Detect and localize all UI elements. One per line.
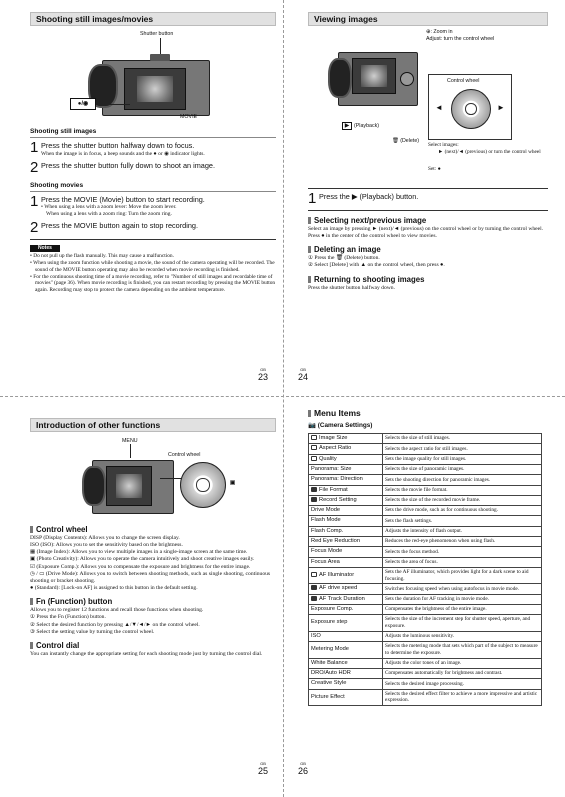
menu-row — [309, 434, 542, 444]
movie-leader-line — [96, 104, 130, 105]
shutter-button — [150, 54, 170, 61]
left-arrow-icon: ◄ — [435, 103, 443, 112]
note-item: • Do not pull up the flash manually. This may cause a malfunction. — [30, 252, 174, 259]
menu-items-heading: Menu Items — [308, 408, 548, 419]
menu-row — [309, 615, 542, 632]
menu-item-description: Sets the duration for AF tracking in movie mode. — [383, 594, 542, 604]
still-step-1-text: Press the shutter button halfway down to focus. — [41, 141, 195, 151]
page-25-title: Introduction of other functions — [30, 418, 276, 432]
menu-item-label: AF drive speed — [319, 585, 358, 592]
return-heading: Returning to shooting images — [308, 275, 548, 285]
menu-item-name — [309, 495, 383, 505]
fn-button-heading: Fn (Function) button — [30, 597, 276, 607]
menu-item-label: Record Setting — [319, 496, 357, 503]
step-number: 2 — [30, 158, 39, 176]
menu-row — [309, 444, 542, 454]
menu-item-description: Reduces the red-eye phenomenon when using flash. — [383, 537, 542, 547]
menu-item-name — [309, 669, 383, 679]
control-dial-body: You can instantly change the appropriate setting for each shooting mode just by turning the control dial. — [30, 650, 263, 657]
menu-label: MENU — [122, 438, 138, 444]
still-step-2-text: Press the shutter button fully down to shoot an image. — [41, 160, 216, 170]
menu-row — [309, 567, 542, 584]
camera-back-view — [338, 48, 418, 106]
note-item: • For the continuous shooting time of a movie recording, refer to "Number of still images and recordable time of movies" (page 36). When movie recording is finished, you can restart recording by pressing the MOVIE button again. Recording may stop to protect the camera depending on the ambient temperature. — [30, 273, 276, 294]
right-arrow-icon: ► — [497, 103, 505, 112]
page-24 — [298, 12, 548, 384]
menu-item-description: Selects the desired image processing. — [383, 679, 542, 689]
wheel-para: ☑ (Exposure Comp.): Allows you to compensate the exposure and brightness for the entire image. — [30, 563, 251, 570]
wheel-para: ISO (ISO): Allows you to set the sensitivity based on the brightness. — [30, 542, 183, 549]
playback-button-icon: ▶ — [342, 122, 352, 130]
menu-item-label: Picture Effect — [311, 693, 345, 700]
movie-icon — [311, 596, 317, 601]
menu-item-name — [309, 475, 383, 485]
gb-mark: GB — [300, 367, 306, 372]
menu-item-name — [309, 434, 383, 444]
menu-item-name — [309, 547, 383, 557]
still-step-2 — [30, 158, 276, 176]
menu-item-label: Metering Mode — [311, 646, 349, 653]
fn-body: Allows you to register 12 functions and recall those functions when shooting. — [30, 607, 204, 614]
vertical-fold-line — [283, 0, 284, 797]
delete-step-1: ① Press the 🗑 (Delete) button. — [308, 255, 380, 262]
menu-item-name — [309, 658, 383, 668]
movie-step-1-text: Press the MOVIE (Movie) button to start recording. — [41, 195, 205, 205]
camera-settings-subtitle: (Camera Settings) — [317, 421, 373, 429]
menu-item-label: Focus Area — [311, 558, 340, 565]
set-label: Set: ● — [428, 166, 441, 172]
menu-item-label: File Format — [319, 486, 348, 493]
still-images-heading: Shooting still images — [30, 128, 276, 138]
page-number-23-text: 23 — [258, 372, 269, 383]
menu-item-label: AF Illuminator — [319, 572, 355, 579]
menu-item-description: Adjusts the luminous sensitivity. — [383, 631, 542, 641]
menu-item-name — [309, 526, 383, 536]
control-wheel-label: Control wheel — [168, 452, 201, 458]
menu-item-description: Selects the aspect ratio for still images. — [383, 444, 542, 454]
wheel-para: ● (Standard): [Lock-on AF] is assigned to this button in the default setting. — [30, 585, 198, 592]
fn-step: ③ Select the setting value by turning the control wheel. — [30, 628, 155, 635]
menu-leader-line — [130, 444, 131, 458]
still-image-icon — [311, 445, 317, 450]
camera-functions-illustration — [30, 432, 276, 520]
playback-label: (Playback) — [354, 123, 380, 129]
camera-back-view — [102, 54, 210, 116]
menu-item-description: Sets the flash settings. — [383, 516, 542, 526]
select-image-heading: Selecting next/previous image — [308, 216, 548, 226]
menu-row — [309, 464, 542, 474]
menu-row — [309, 605, 542, 615]
menu-item-description: Selects the size of the recorded movie frame. — [383, 495, 542, 505]
menu-item-label: Quality — [319, 455, 337, 462]
menu-row — [309, 485, 542, 495]
zoom-in-label: ⊕: Zoom in — [426, 29, 453, 35]
select-images-text: ► (next)/◄ (previous) or turn the control wheel — [438, 149, 541, 155]
menu-row — [309, 547, 542, 557]
menu-item-name — [309, 642, 383, 659]
movie-step-1-note-2: When using a lens with a zoom ring: Turn the zoom ring. — [46, 211, 172, 218]
page-23 — [30, 12, 276, 384]
menu-item-label: Flash Comp. — [311, 527, 344, 534]
movies-heading: Shooting movies — [30, 182, 276, 192]
menu-items-body — [309, 434, 542, 706]
select-images-label: Select images: — [428, 142, 459, 148]
camera-icon: 📷 — [308, 421, 316, 429]
delete-step-2: ② Select [Delete] with ▲ on the control wheel, then press ●. — [308, 262, 445, 269]
delete-label-text: (Delete) — [400, 138, 420, 144]
menu-item-label: White Balance — [311, 659, 348, 666]
zoom-adjust-label: Adjust: turn the control wheel — [426, 36, 495, 42]
menu-row — [309, 658, 542, 668]
note-item: • When using the zoom function while shooting a movie, the sound of the camera operating will be recorded. The sound of the MOVIE button operating may also be recorded when movie recording is finished. — [30, 259, 275, 273]
step-number: 1 — [308, 190, 317, 207]
menu-item-name — [309, 689, 383, 706]
menu-row — [309, 537, 542, 547]
camera-lens — [82, 466, 106, 506]
menu-item-label: Drive Mode — [311, 507, 341, 514]
camera-lens — [328, 58, 352, 98]
shutter-button-label: Shutter button — [140, 31, 174, 37]
menu-item-label: Aspect Ratio — [319, 445, 352, 452]
menu-item-name — [309, 631, 383, 641]
still-step-1 — [30, 141, 276, 157]
control-wheel-callout — [428, 74, 512, 140]
view-step-1-text: Press the ▶ (Playback) button. — [319, 192, 419, 201]
menu-item-name — [309, 615, 383, 632]
control-wheel-label: Control wheel — [447, 78, 480, 84]
menu-row — [309, 454, 542, 464]
movie-button-icon: ●/◉ — [70, 98, 96, 110]
movie-step-1-note-1: • When using a lens with a zoom lever: Move the zoom lever. — [41, 204, 177, 211]
menu-item-description: Selects the desired effect filter to achieve a more impressive and artistic expression. — [383, 689, 542, 706]
menu-item-description: Selects the size of the increment step for shutter speed, aperture, and exposure. — [383, 615, 542, 632]
control-wheel-heading: Control wheel — [30, 525, 276, 535]
step-text — [41, 141, 205, 157]
control-wheel-icon — [180, 462, 226, 508]
menu-item-description: Compensates automatically for brightness and contrast. — [383, 669, 542, 679]
menu-row — [309, 584, 542, 594]
menu-item-label: Focus Mode — [311, 548, 343, 555]
menu-item-name — [309, 516, 383, 526]
return-body: Press the shutter button halfway down. — [308, 284, 396, 291]
movie-step-1 — [30, 195, 276, 218]
delete-image-heading: Deleting an image — [308, 245, 548, 255]
still-image-icon — [311, 572, 317, 577]
page-number-26 — [298, 761, 308, 778]
small-control-wheel — [400, 72, 414, 86]
select-image-body: Select an image by pressing ► (next)/◄ (previous) on the control wheel or by turning the control wheel. Press ● in the center of the control wheel to view movies. — [308, 225, 544, 240]
menu-item-label: ISO — [311, 632, 321, 639]
control-wheel-icon — [451, 89, 491, 129]
page-number-24 — [298, 367, 308, 384]
page-number-24-text: 24 — [298, 372, 309, 383]
divider — [308, 210, 548, 211]
movie-icon — [311, 497, 317, 502]
menu-item-name — [309, 584, 383, 594]
menu-row — [309, 689, 542, 706]
menu-row — [309, 642, 542, 659]
page-number-25-text: 25 — [258, 766, 269, 777]
horizontal-fold-line — [0, 396, 565, 397]
page-23-title: Shooting still images/movies — [30, 12, 276, 26]
menu-item-name — [309, 605, 383, 615]
page-number-23 — [258, 367, 268, 384]
menu-item-label: Exposure Comp. — [311, 606, 354, 613]
menu-item-name — [309, 506, 383, 516]
wheel-center-button — [465, 103, 476, 114]
camera-screen — [124, 68, 186, 110]
still-step-1-note: When the image is in focus, a beep sounds and the ● or ◉ indicator lights. — [41, 150, 205, 157]
still-image-icon — [311, 435, 317, 440]
menu-item-description: Adjusts the intensity of flash output. — [383, 526, 542, 536]
page-number-26-text: 26 — [298, 766, 309, 777]
camera-shooting-illustration — [30, 26, 276, 124]
menu-item-description: Selects the area of focus. — [383, 557, 542, 567]
menu-item-label: Red Eye Reduction — [311, 538, 361, 545]
menu-item-description: Sets the shooting direction for panoramic images. — [383, 475, 542, 485]
menu-item-description: Selects the size of panoramic images. — [383, 464, 542, 474]
wheel-para: ◷ / ▭ (Drive Mode): Allows you to switch between shooting methods, such as single shooting, continuous shooting or bracket shooting. — [30, 570, 271, 584]
camera-screen — [106, 466, 152, 506]
wheel-para: ▦ (Image Index): Allows you to view multiple images in a single-image screen at the same time. — [30, 549, 248, 556]
menu-item-description: Selects the movie file format. — [383, 485, 542, 495]
menu-item-description: Sets the drive mode, such as for continuous shooting. — [383, 506, 542, 516]
page-number-25 — [258, 761, 268, 778]
menu-row — [309, 475, 542, 485]
menu-item-description: Sets the AF illuminator, which provides light for a dark scene to aid focusing. — [383, 567, 542, 584]
menu-item-name — [309, 464, 383, 474]
step-number: 1 — [30, 193, 39, 211]
menu-items-table — [308, 433, 542, 706]
movie-step-2-text: Press the MOVIE button again to stop recording. — [41, 221, 198, 231]
menu-row — [309, 679, 542, 689]
gb-mark: GB — [260, 761, 266, 766]
camera-back-view — [92, 458, 174, 514]
fn-label-icon: ▣ — [230, 480, 236, 486]
notes-list — [30, 253, 276, 294]
menu-item-label: Image Size — [319, 435, 348, 442]
step-text — [41, 195, 205, 218]
menu-item-description: Selects the size of still images. — [383, 434, 542, 444]
menu-row — [309, 526, 542, 536]
wheel-para: DISP (Display Contents): Allows you to change the screen display. — [30, 534, 180, 541]
wheel-para: ▣ (Photo Creativity): Allows you to operate the camera intuitively and shoot creative images easily. — [30, 556, 255, 563]
menu-item-name — [309, 557, 383, 567]
control-dial-heading: Control dial — [30, 641, 276, 651]
menu-item-description: Selects the focus method. — [383, 547, 542, 557]
camera-screen — [352, 58, 396, 94]
page-26 — [298, 406, 548, 786]
fn-step: ② Select the desired function by pressing ▲/▼/◄/► on the control wheel. — [30, 621, 200, 628]
menu-item-name — [309, 567, 383, 584]
divider — [30, 239, 276, 240]
menu-row — [309, 631, 542, 641]
menu-row — [309, 516, 542, 526]
still-image-icon — [311, 456, 317, 461]
menu-row — [309, 557, 542, 567]
menu-item-label: Flash Mode — [311, 517, 341, 524]
menu-item-label: Panorama: Direction — [311, 476, 363, 483]
notes-badge: Notes — [30, 245, 60, 251]
step-number: 1 — [30, 139, 39, 157]
gb-mark: GB — [260, 367, 266, 372]
menu-item-description: Adjusts the color tones of an image. — [383, 658, 542, 668]
movie-step-2 — [30, 221, 276, 235]
menu-row — [309, 594, 542, 604]
menu-item-label: AF Track Duration — [319, 595, 365, 602]
movie-icon — [311, 487, 317, 492]
wheel-center-button — [196, 478, 209, 491]
menu-item-description: Compensates the brightness of the entire image. — [383, 605, 542, 615]
menu-item-name — [309, 454, 383, 464]
menu-item-name — [309, 537, 383, 547]
delete-label — [392, 138, 419, 145]
view-step-1 — [308, 192, 548, 206]
menu-row — [309, 506, 542, 516]
menu-item-label: Exposure step — [311, 619, 348, 626]
fn-step: ① Press the Fn (Function) button. — [30, 614, 106, 621]
gb-mark: GB — [300, 761, 306, 766]
menu-item-description: Switches focusing speed when using autofocus in movie mode. — [383, 584, 542, 594]
menu-item-name — [309, 594, 383, 604]
divider — [308, 188, 548, 189]
camera-settings-subheading — [308, 422, 548, 430]
menu-item-description: Sets the image quality for still images. — [383, 454, 542, 464]
step-number: 2 — [30, 219, 39, 237]
menu-item-name — [309, 485, 383, 495]
menu-item-label: Creative Style — [311, 680, 347, 687]
page-25 — [30, 406, 276, 786]
menu-item-label: DRO/Auto HDR — [311, 670, 351, 676]
menu-item-description: Selects the metering mode that sets which part of the subject to measure to determine the exposure. — [383, 642, 542, 659]
menu-item-name — [309, 679, 383, 689]
menu-row — [309, 495, 542, 505]
camera-playback-illustration — [308, 26, 548, 176]
menu-row — [309, 669, 542, 679]
movie-icon — [311, 585, 317, 590]
page-24-title: Viewing images — [308, 12, 548, 26]
menu-item-name — [309, 444, 383, 454]
trash-icon: 🗑 — [392, 138, 399, 144]
movie-label: MOVIE — [180, 114, 198, 120]
menu-item-label: Panorama: Size — [311, 465, 352, 472]
